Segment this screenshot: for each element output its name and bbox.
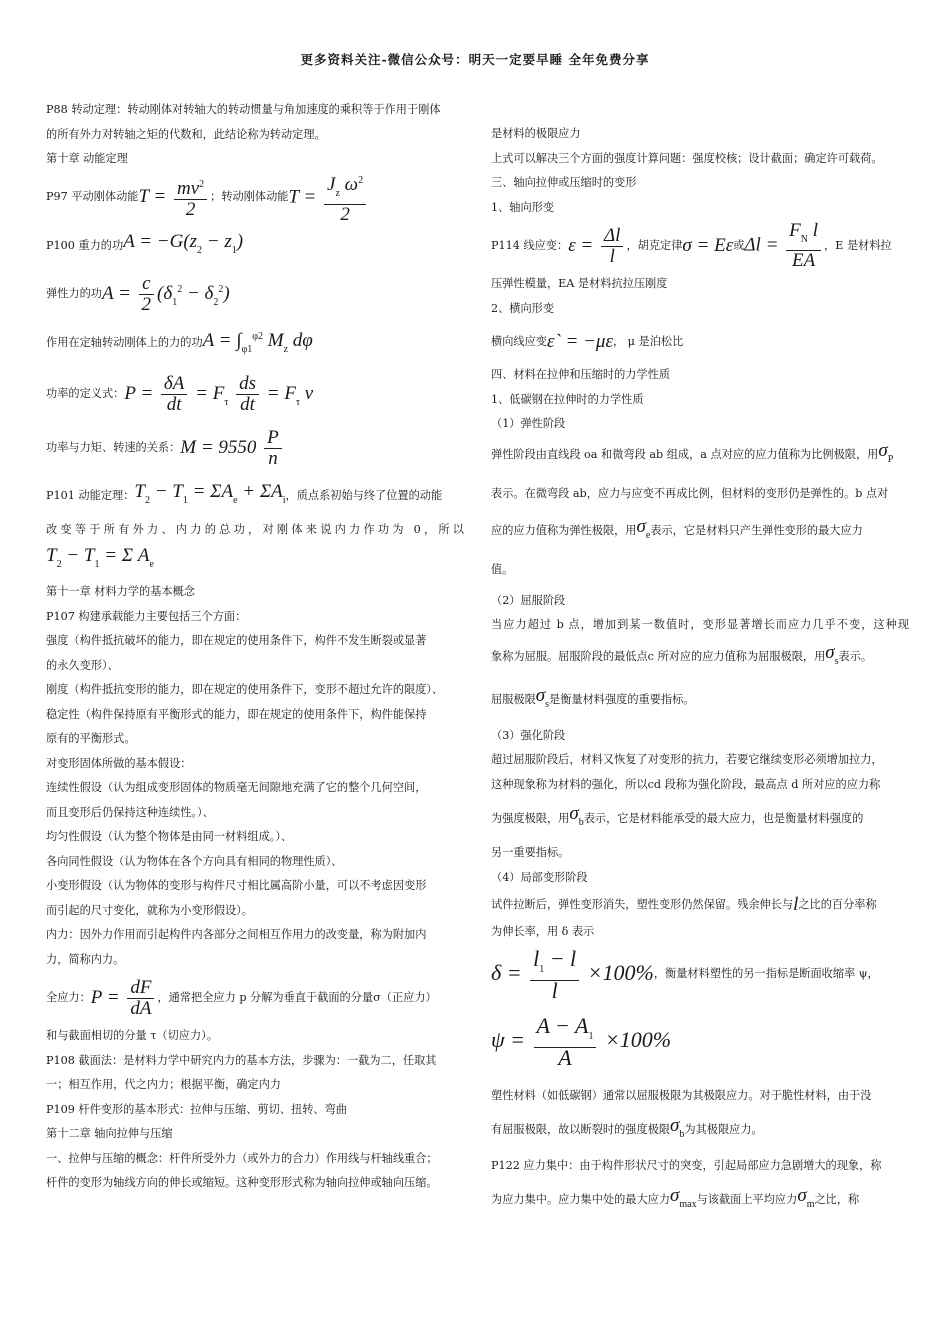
p108-line-1: P108 截面法：是材料力学中研究内力的基本方法，步骤为：一截为二，任取其	[46, 1053, 437, 1067]
low-carbon-steel-heading: 1、低碳钢在拉伸时的力学性质	[491, 392, 644, 406]
p101-theorem: P101 动能定理： $T_2 - T_1 = \Sigma A_e + \Sigma A_i$ ，质点系初始与终了位置的动能	[46, 476, 464, 518]
homogeneity-line: 均匀性假设（认为整个物体是由同一材料组成。）、	[46, 830, 293, 843]
formula-rotational-ke: T = $\frac{J_z \omega^2}{2}$	[288, 171, 369, 225]
plastic-line-2: 有屈服极限，故以断裂时的强度极限 $\sigma_b$ 为其极限应力。	[491, 1113, 909, 1149]
strength-line-1: 强度（构件抵抗破坏的能力，即在规定的使用条件下，构件不发生断裂或显著	[46, 634, 427, 647]
strength-problems-line: 上式可以解决三个方面的强度计算问题：强度校核；设计截面；确定许可载荷。	[491, 151, 883, 165]
hardening-line-4: 另一重要指标。	[491, 846, 570, 859]
assumptions-heading: 对变形固体所做的基本假设：	[46, 756, 192, 770]
internal-force-line-2: 力，简称内力。	[46, 952, 125, 966]
symbol-sigma-m: $\sigma_m$	[797, 1184, 815, 1210]
total-stress: 全应力： P = $\frac{dF}{dA}$ ，通常把全应力 p 分解为垂直于截面的分量σ（正应力）	[46, 976, 437, 1019]
hardening-line-3: 为强度极限，用 $\sigma_b$ 表示，它是材料能承受的最大应力，也是衡量材料强度的	[491, 797, 909, 841]
formula-ke-theorem: $T_2 - T_1 = \Sigma A_e + \Sigma A_i$	[134, 480, 286, 506]
power-torque-relation: 功率与力矩、转速的关系： M = 9550 $\frac{P}{n}$	[46, 422, 464, 476]
yield-line-1: 当应力超过 b 点，增加到某一数值时，变形显著增长而应力几乎不变，这种现	[491, 618, 909, 631]
local-line-2: 为伸长率，用 δ 表示	[491, 925, 595, 938]
formula-elongation: Δl = $\frac{F_N l}{EA}$	[744, 221, 824, 271]
symbol-sigma-b-2: $\sigma_b$	[670, 1114, 685, 1140]
p100-gravity-work: P100 重力的功 $A = -G(z_2 - z_1)$	[46, 224, 464, 270]
hardening-stage-heading: （3）强化阶段	[491, 728, 566, 742]
lateral-strain: 横向线应变 ε` = −με ， μ 是泊松比	[491, 321, 909, 363]
symbol-sigma-s-2: $\sigma_s$	[535, 684, 550, 710]
formula-power: P = $\frac{\delta A}{dt}$ = $F_\tau$ $\frac{ds}{dt}$ = $F_\tau$ v	[124, 372, 314, 415]
continuity-line-2: 而且变形后仍保持这种连续性。）、	[46, 805, 214, 819]
formula-area-reduction: ψ = $\frac{A - A_1}{A}$ ×100%	[491, 1012, 672, 1070]
p88-line-1: P88 转动定理：转动刚体对转轴大的转动惯量与角加速度的乘积等于作用于刚体	[46, 103, 441, 116]
p88-line-2: 的所有外力对转轴之矩的代数和，此结论称为转动定理。	[46, 127, 326, 141]
section-1-line-1: 一、拉伸与压缩的概念：杆件所受外力（或外力的合力）作用线与杆轴线重合；	[46, 1151, 438, 1165]
formula-elastic-work: A = $\frac{c}{2}$ $(\delta_1^2 - \delta_2^2)$	[101, 272, 230, 315]
symbol-sigma-max: $\sigma_{max}$	[670, 1184, 697, 1210]
formula-translational-ke: T = $\frac{mv^2}{2}$	[138, 175, 210, 220]
section-4-heading: 四、材料在拉伸和压缩时的力学性质	[491, 368, 671, 381]
plastic-line-1: 塑性材料（如低碳钢）通常以屈服极限为其极限应力。对于脆性材料，由于没	[491, 1088, 872, 1102]
hardening-line-2: 这种现象称为材料的强化，所以cd 段称为强化阶段，最高点 d 所对应的应力称	[491, 777, 881, 791]
stability-line-1: 稳定性（构件保持原有平衡形式的能力，即在规定的使用条件下，构件能保持	[46, 707, 427, 721]
elongation-rate: δ = $\frac{l_1 - l}{l}$ ×100% ，衡量材料塑性的另一指标是断面收缩率 ψ，	[491, 945, 879, 1003]
elastic-stage-line-3: 应的应力值称为弹性极限，用 $\sigma_e$ 表示，它是材料只产生弹性变形的最大应力	[491, 513, 909, 551]
formula-rigid-ke: $T_2 - T_1 = \Sigma$ $A_e$	[46, 545, 154, 571]
p109-line: P109 杆件变形的基本形式：拉伸与压缩、剪切、扭转、弯曲	[46, 1102, 347, 1116]
chapter-10-heading: 第十章 动能定理	[46, 152, 128, 165]
formula-gravity-work: $A = -G(z_2 - z_1)$	[123, 230, 244, 256]
formula-power-torque: M = 9550 $\frac{P}{n}$	[180, 428, 285, 469]
symbol-sigma-s: $\sigma_s$	[825, 641, 839, 667]
elastic-stage-heading: （1）弹性阶段	[491, 417, 566, 430]
p114-strain: P114 线应变： ε = $\frac{\Delta l}{l}$ ，胡克定律 σ = Eε 或 Δl = $\frac{F_N l}{EA}$ ，E 是材料拉	[491, 220, 892, 271]
stability-line-2: 原有的平衡形式。	[46, 732, 136, 745]
formula-hooke: σ = Eε	[682, 234, 734, 256]
p122-line-2: 为应力集中。应力集中处的最大应力 $\sigma_{max}$ 与该截面上平均应力 $\sigma_m$ 之比，称	[491, 1183, 909, 1219]
right-column	[491, 122, 909, 1219]
formula-elongation-rate: δ = $\frac{l_1 - l}{l}$ ×100%	[491, 945, 654, 1003]
section-3-heading: 三、轴向拉伸或压缩时的变形	[491, 176, 637, 189]
rotation-work: 作用在定轴转动刚体上的力的功 $A = \int_{\varphi 1}^{\varphi 2}$ $M_z$ dφ	[46, 320, 464, 368]
local-line-1: 试件拉断后，弹性变形消失，塑性变形仍然保留。残余伸长与 l 之比的百分率称	[491, 890, 909, 920]
formula-total-stress: P = $\frac{dF}{dA}$	[91, 978, 158, 1019]
isotropy-line: 各向同性假设（认为物体在各个方向具有相同的物理性质）、	[46, 854, 343, 868]
strength-line-2: 的永久变形）、	[46, 658, 119, 672]
hardening-line-1: 超过屈服阶段后，材料又恢复了对变形的抗力，若要它继续变形必须增加拉力，	[491, 753, 883, 766]
p107-line: P107 构建承载能力主要包括三个方面：	[46, 609, 247, 623]
stiffness-line: 刚度（构件抵抗变形的能力，即在规定的使用条件下，变形不超过允许的限度）、	[46, 683, 444, 696]
chapter-12-heading: 第十二章 轴向拉伸与压缩	[46, 1127, 173, 1140]
internal-force-line-1: 内力：因外力作用而引起构件内各部分之间相互作用力的改变量，称为附加内	[46, 928, 427, 941]
symbol-sigma-p: $\sigma_P$	[878, 439, 894, 465]
stress-line-2: 和与截面相切的分量 τ（切应力）。	[46, 1029, 218, 1042]
elastic-stage-line-1: 弹性阶段由直线段 oa 和微弯段 ab 组成，a 点对应的应力值称为比例极限，用 $\sigma_P$	[491, 437, 909, 475]
formula-rotation-work: $A = \int_{\varphi 1}^{\varphi 2}$ $M_z$ dφ	[202, 329, 313, 355]
symbol-sigma-e: $\sigma_e$	[636, 515, 651, 541]
elastic-stage-line-2: 表示。在微弯段 ab，应力与应变不再成比例，但材料的变形仍是弹性的。b 点对	[491, 486, 889, 500]
elastic-stage-line-4: 值。	[491, 562, 514, 576]
yield-stage-heading: （2）屈服阶段	[491, 593, 566, 607]
small-deformation-line-1: 小变形假设（认为物体的变形与构件尺寸相比属高阶小量，可以不考虑因变形	[46, 879, 427, 892]
small-deformation-line-2: 而引起的尺寸变化，就称为小变形假设）。	[46, 903, 253, 917]
yield-line-2: 象称为屈服。屈服阶段的最低点c 所对应的应力值称为屈服极限，用 $\sigma_s$ 表示。	[491, 638, 909, 678]
left-column	[46, 98, 464, 1196]
symbol-sigma-b: $\sigma_b$	[569, 803, 584, 829]
elastic-work: 弹性力的功 A = $\frac{c}{2}$ $(\delta_1^2 - \delta_2^2)$	[46, 272, 230, 315]
p97-kinetic-energy: P97 平动刚体动能 T = $\frac{mv^2}{2}$ ；转动刚体动能 T = $\frac{J_z \omega^2}{2}$	[46, 172, 464, 224]
p122-line-1: P122 应力集中：由于构件形状尺寸的突变，引起局部应力急剧增大的现象，称	[491, 1158, 882, 1172]
area-reduction	[491, 1005, 909, 1079]
axial-deformation-heading: 1、轴向形变	[491, 200, 555, 214]
yield-line-3: 屈服极限 $\sigma_s$ 是衡量材料强度的重要指标。	[491, 678, 909, 724]
p101-line-2: 改变等于所有外力、内力的总功，对刚体来说内力作功为 0，所以	[46, 522, 464, 536]
symbol-l: l	[793, 893, 799, 915]
formula-poisson: ε` = −με	[546, 330, 613, 352]
limit-stress-line: 是材料的极限应力	[491, 127, 581, 140]
chapter-11-heading: 第十一章 材料力学的基本概念	[46, 585, 195, 598]
lateral-deformation-heading: 2、横向形变	[491, 301, 555, 315]
power-definition: 功率的定义式： P = $\frac{\delta A}{dt}$ = $F_\tau$ $\frac{ds}{dt}$ = $F_\tau$ v	[46, 372, 314, 415]
continuity-line-1: 连续性假设（认为组成变形固体的物质毫无间隙地充满了它的整个几何空间，	[46, 781, 427, 794]
formula-strain: ε = $\frac{\Delta l}{l}$	[568, 226, 626, 267]
page-header: 更多资料关注-微信公众号：明天一定要早睡 全年免费分享	[300, 52, 650, 67]
p108-line-2: 一；相互作用，代之内力；根据平衡，确定内力	[46, 1078, 281, 1091]
local-deformation-heading: （4）局部变形阶段	[491, 870, 588, 884]
section-1-line-2: 杆件的变形为轴线方向的伸长或缩短。这种变形形式称为轴向拉伸或轴向压缩。	[46, 1176, 438, 1189]
modulus-line: 压弹性模量，EA 是材料抗拉压刚度	[491, 277, 668, 290]
